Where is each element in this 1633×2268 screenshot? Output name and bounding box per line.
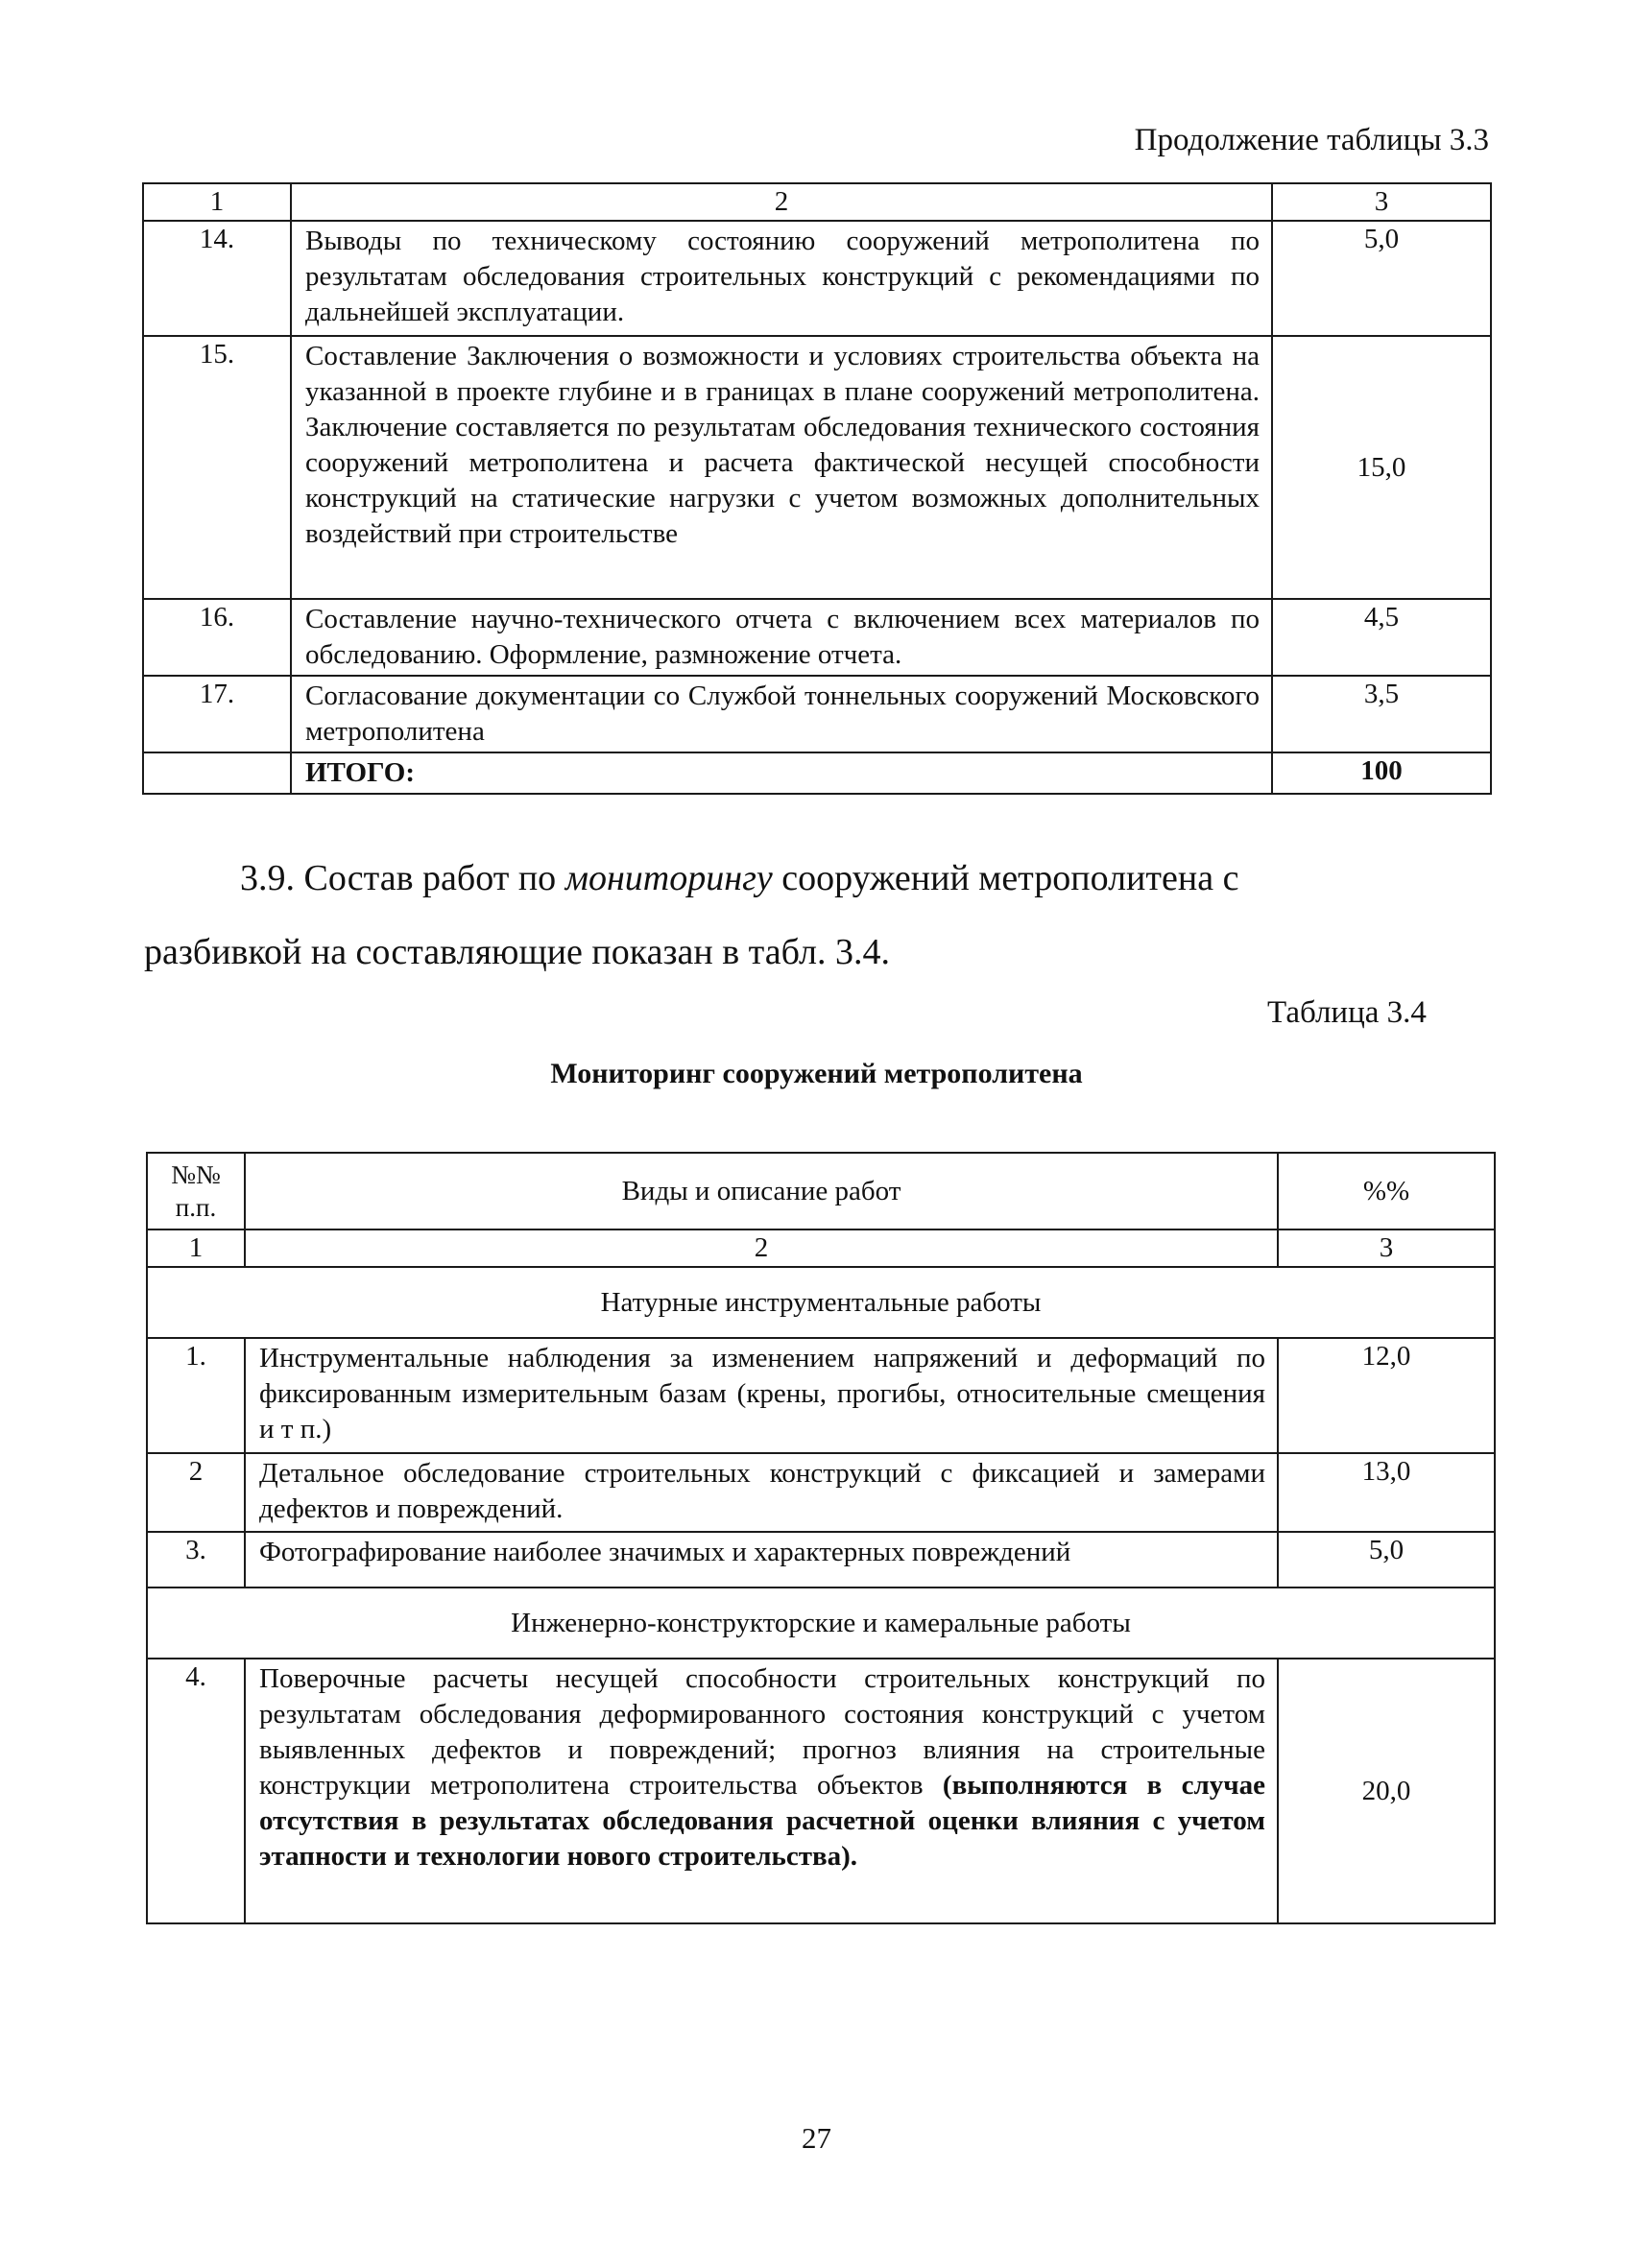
- total-label: ИТОГО:: [291, 752, 1272, 794]
- row-description: Составление Заключения о возможности и условиях строительства объекта на указанной в проекте глубине и в границах в плане сооружений метрополитена. Заключение составляется по результатам обследования технического состояния сооружений метрополитена и расчета фактической несущей способности конструкций на статические нагрузки с учетом возможных дополнительных воздействий при строительстве: [291, 336, 1272, 599]
- row-number: 4.: [147, 1659, 245, 1923]
- paragraph-line-1: [144, 857, 1488, 899]
- header-number: №№ п.п.: [147, 1153, 245, 1229]
- continuation-title: Продолжение таблицы 3.3: [1134, 123, 1489, 157]
- header-percent: %%: [1278, 1153, 1495, 1229]
- header-description: Виды и описание работ: [245, 1153, 1278, 1229]
- row-number: 1.: [147, 1338, 245, 1453]
- table-title: Мониторинг сооружений метрополитена: [550, 1058, 1083, 1089]
- row-value: 4,5: [1272, 599, 1491, 676]
- column-numbers-row: [147, 1229, 1495, 1267]
- table-row: [143, 599, 1491, 676]
- row-description: Инструментальные наблюдения за изменением напряжений и деформаций по фиксированным измерительным базам (крены, прогибы, относительные смещения и т п.): [245, 1338, 1278, 1453]
- row-number: 15.: [143, 336, 291, 599]
- row-description: Составление научно-технического отчета с включением всех материалов по обследованию. Оформление, размножение отчета.: [291, 599, 1272, 676]
- row-description: Выводы по техническому состоянию сооружений метрополитена по результатам обследования строительных конструкций с рекомендациями по дальнейшей эксплуатации.: [291, 221, 1272, 336]
- table-header-row: [143, 183, 1491, 221]
- table-row: [147, 1453, 1495, 1532]
- table-row: [143, 336, 1491, 599]
- row-number: 14.: [143, 221, 291, 336]
- table-3-3: [142, 182, 1492, 795]
- section-heading: Инженерно-конструкторские и камеральные работы: [147, 1588, 1495, 1659]
- row-number: 3.: [147, 1532, 245, 1588]
- column-number: 2: [291, 183, 1272, 221]
- section-row: [147, 1588, 1495, 1659]
- row-description: Согласование документации со Службой тоннельных сооружений Московского метрополитена: [291, 676, 1272, 752]
- table-row: [147, 1338, 1495, 1453]
- table-header-row: [147, 1153, 1495, 1229]
- row-value: 13,0: [1278, 1453, 1495, 1532]
- row-number: 16.: [143, 599, 291, 676]
- column-number: 3: [1278, 1229, 1495, 1267]
- row-number: 17.: [143, 676, 291, 752]
- page-number: 27: [802, 2121, 831, 2155]
- row-value: 12,0: [1278, 1338, 1495, 1453]
- table-row: [147, 1532, 1495, 1588]
- total-empty-cell: [143, 752, 291, 794]
- table-row: [147, 1659, 1495, 1923]
- paragraph-italic: мониторингу: [564, 858, 773, 898]
- column-number: 3: [1272, 183, 1491, 221]
- row-value: 5,0: [1272, 221, 1491, 336]
- column-number: 2: [245, 1229, 1278, 1267]
- row-value: 15,0: [1272, 336, 1491, 599]
- row-value: 20,0: [1278, 1659, 1495, 1923]
- table-label: Таблица 3.4: [1267, 995, 1427, 1030]
- table-row: [143, 221, 1491, 336]
- row-description: Фотографирование наиболее значимых и характерных повреждений: [245, 1532, 1278, 1588]
- paragraph-lead: 3.9. Состав работ по: [240, 858, 565, 898]
- row-value: 3,5: [1272, 676, 1491, 752]
- table-3-4: [146, 1152, 1496, 1924]
- paragraph-tail: сооружений метрополитена с: [772, 858, 1239, 898]
- paragraph-line-2: разбивкой на составляющие показан в табл. 3.4.: [144, 932, 890, 972]
- row-description-regular: Поверочные расчеты несущей способности строительных конструкций по результатам обследования деформированного состояния конструкций с учетом выявленных дефектов и повреждений; прогноз влияния на строительные конструкции метрополитена строительства объектов: [259, 1663, 1265, 1801]
- table-row: [143, 676, 1491, 752]
- column-number: 1: [143, 183, 291, 221]
- row-description-bold: (выполняются в случае отсутствия в результатах обследования расчетной оценки влияния с учетом этапности и технологии нового строительства).: [259, 1770, 1265, 1872]
- section-heading: Натурные инструментальные работы: [147, 1267, 1495, 1338]
- row-description: [245, 1659, 1278, 1923]
- total-row: [143, 752, 1491, 794]
- section-row: [147, 1267, 1495, 1338]
- total-value: 100: [1272, 752, 1491, 794]
- row-description: Детальное обследование строительных конструкций с фиксацией и замерами дефектов и повреждений.: [245, 1453, 1278, 1532]
- row-number: 2: [147, 1453, 245, 1532]
- row-value: 5,0: [1278, 1532, 1495, 1588]
- column-number: 1: [147, 1229, 245, 1267]
